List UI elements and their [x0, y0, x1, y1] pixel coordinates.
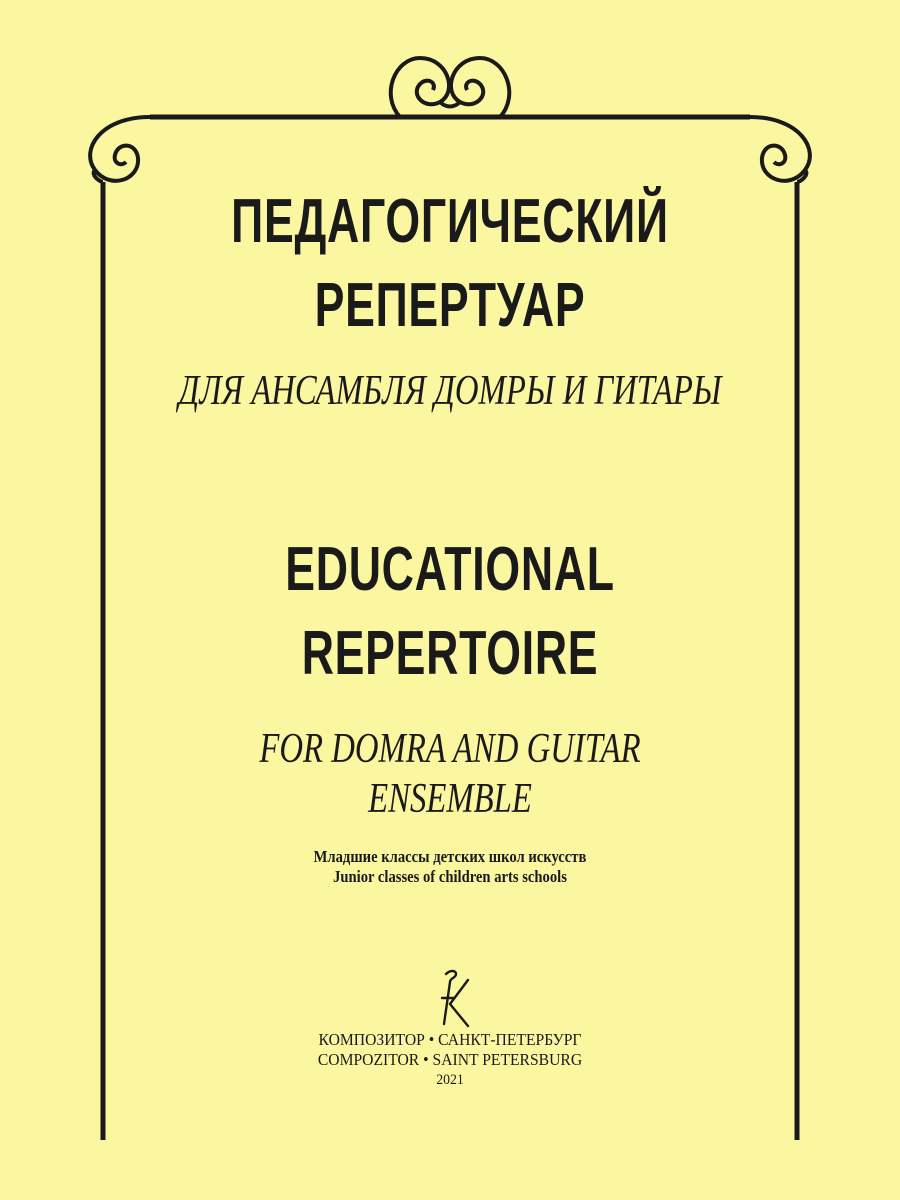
right-spiral-ornament	[750, 117, 810, 182]
publication-year: 2021	[436, 1072, 464, 1088]
title-english-line-1: EDUCATIONAL	[285, 535, 615, 604]
publisher-k-monogram-icon	[420, 968, 480, 1030]
subtitle-english: FOR DOMRA AND GUITAR ENSEMBLE	[259, 726, 641, 822]
title-russian-line-2: РЕПЕРТУАР	[314, 271, 586, 340]
title-russian-line-1: ПЕДАГОГИЧЕСКИЙ	[231, 187, 669, 256]
top-center-spiral-ornament	[391, 58, 510, 117]
left-spiral-ornament	[90, 117, 150, 182]
title-russian	[198, 180, 702, 348]
title-english	[198, 528, 702, 696]
title-english-line-2: REPERTOIRE	[301, 619, 599, 688]
subtitle-russian: ДЛЯ АНСАМБЛЯ ДОМРЫ И ГИТАРЫ	[178, 368, 722, 414]
publisher-name-russian: КОМПОЗИТОР • САНКТ-ПЕТЕРБУРГ	[318, 1030, 582, 1049]
publisher-name-english: COMPOZITOR • SAINT PETERSBURG	[317, 1050, 583, 1069]
grade-level-english: Junior classes of children arts schools	[333, 867, 567, 886]
grade-level-russian: Младшие классы детских школ искусств	[313, 847, 587, 866]
